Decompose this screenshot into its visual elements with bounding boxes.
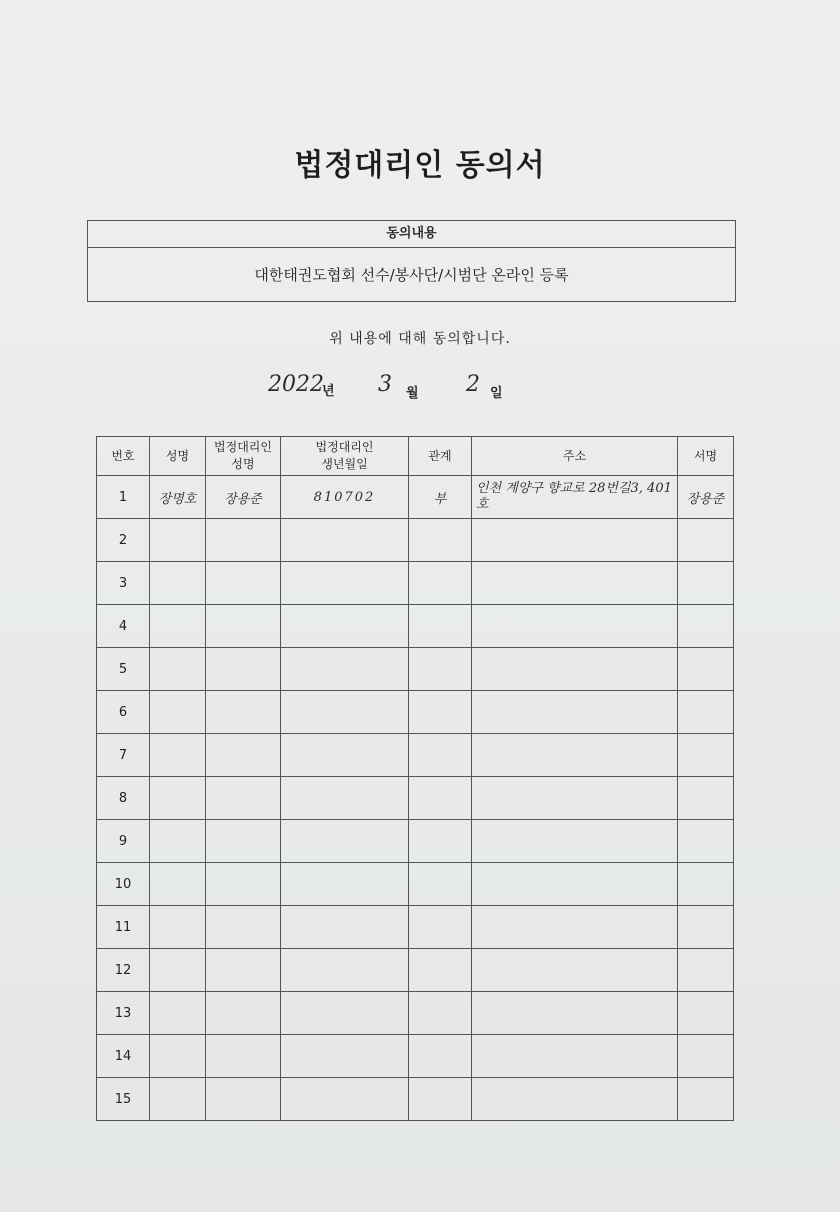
table-row (97, 519, 734, 562)
cell-name (150, 949, 206, 992)
table-row (97, 562, 734, 605)
cell-address (472, 648, 678, 691)
cell-name (150, 820, 206, 863)
cell-name: 장명호 (150, 476, 206, 519)
header-relation: 관계 (409, 437, 472, 476)
cell-name (150, 863, 206, 906)
header-guardian-name-line1: 법정대리인 (214, 440, 272, 454)
cell-no: 9 (97, 820, 150, 863)
cell-relation (409, 648, 472, 691)
cell-relation (409, 562, 472, 605)
table-row (97, 949, 734, 992)
cell-guardian-birth (281, 605, 409, 648)
cell-no: 2 (97, 519, 150, 562)
cell-relation (409, 734, 472, 777)
cell-name (150, 648, 206, 691)
cell-no: 5 (97, 648, 150, 691)
registration-table (96, 436, 734, 1121)
cell-no: 8 (97, 777, 150, 820)
cell-guardian-birth (281, 519, 409, 562)
cell-guardian-birth (281, 734, 409, 777)
cell-guardian-name (206, 691, 281, 734)
cell-address (472, 519, 678, 562)
cell-name (150, 906, 206, 949)
cell-no: 10 (97, 863, 150, 906)
cell-guardian-name (206, 906, 281, 949)
cell-signature (678, 863, 734, 906)
cell-signature: 장용준 (678, 476, 734, 519)
cell-no: 15 (97, 1078, 150, 1121)
table-row (97, 648, 734, 691)
cell-signature (678, 1035, 734, 1078)
cell-address: 인천 계양구 향교로 28번길3, 401호 (472, 476, 678, 519)
table-row (97, 820, 734, 863)
cell-relation (409, 519, 472, 562)
header-signature: 서명 (678, 437, 734, 476)
cell-name (150, 777, 206, 820)
cell-no: 3 (97, 562, 150, 605)
cell-address (472, 1078, 678, 1121)
table-row (97, 1078, 734, 1121)
cell-signature (678, 734, 734, 777)
date-line (0, 370, 840, 410)
cell-address (472, 906, 678, 949)
cell-address (472, 820, 678, 863)
cell-relation (409, 949, 472, 992)
cell-guardian-name (206, 820, 281, 863)
cell-no: 7 (97, 734, 150, 777)
cell-signature (678, 691, 734, 734)
cell-name (150, 519, 206, 562)
cell-relation: 부 (409, 476, 472, 519)
date-month-unit: 월 (406, 386, 419, 401)
cell-guardian-birth (281, 691, 409, 734)
header-guardian-name (206, 437, 281, 476)
cell-no: 1 (97, 476, 150, 519)
cell-guardian-name (206, 734, 281, 777)
cell-guardian-birth (281, 863, 409, 906)
cell-guardian-birth (281, 562, 409, 605)
cell-guardian-name: 장용준 (206, 476, 281, 519)
cell-guardian-name (206, 1035, 281, 1078)
cell-address (472, 1035, 678, 1078)
cell-relation (409, 1035, 472, 1078)
cell-no: 6 (97, 691, 150, 734)
cell-guardian-birth (281, 992, 409, 1035)
header-guardian-birth-line1: 법정대리인 (315, 440, 374, 454)
cell-guardian-name (206, 949, 281, 992)
cell-signature (678, 562, 734, 605)
cell-guardian-name (206, 605, 281, 648)
cell-name (150, 691, 206, 734)
cell-guardian-birth: 810702 (281, 476, 409, 519)
cell-address (472, 691, 678, 734)
cell-signature (678, 949, 734, 992)
cell-relation (409, 863, 472, 906)
header-address: 주소 (472, 437, 678, 476)
cell-signature (678, 648, 734, 691)
cell-no: 14 (97, 1035, 150, 1078)
cell-guardian-birth (281, 648, 409, 691)
cell-relation (409, 1078, 472, 1121)
cell-address (472, 777, 678, 820)
date-year: 2022 (268, 372, 324, 397)
date-year-unit: 년 (322, 384, 335, 399)
cell-guardian-name (206, 992, 281, 1035)
date-day: 2 (466, 372, 480, 397)
table-row (97, 906, 734, 949)
cell-guardian-name (206, 562, 281, 605)
table-row (97, 863, 734, 906)
date-month: 3 (378, 372, 392, 397)
cell-no: 12 (97, 949, 150, 992)
cell-name (150, 562, 206, 605)
date-day-unit: 일 (490, 386, 503, 401)
cell-name (150, 1035, 206, 1078)
cell-address (472, 605, 678, 648)
cell-guardian-name (206, 863, 281, 906)
cell-address (472, 562, 678, 605)
cell-name (150, 734, 206, 777)
cell-relation (409, 820, 472, 863)
consent-header: 동의내용 (88, 221, 735, 248)
cell-no: 4 (97, 605, 150, 648)
cell-address (472, 863, 678, 906)
cell-guardian-name (206, 519, 281, 562)
cell-address (472, 949, 678, 992)
cell-signature (678, 992, 734, 1035)
cell-address (472, 734, 678, 777)
table-row (97, 1035, 734, 1078)
cell-name (150, 992, 206, 1035)
cell-guardian-birth (281, 906, 409, 949)
cell-guardian-birth (281, 949, 409, 992)
cell-name (150, 605, 206, 648)
table-row (97, 605, 734, 648)
cell-relation (409, 777, 472, 820)
consent-box (87, 220, 736, 302)
table-row (97, 777, 734, 820)
cell-relation (409, 691, 472, 734)
cell-signature (678, 820, 734, 863)
document-title: 법정대리인 동의서 (294, 148, 546, 183)
table-row (97, 476, 734, 519)
cell-signature (678, 1078, 734, 1121)
header-guardian-birth-line2: 생년월일 (321, 457, 368, 471)
cell-guardian-name (206, 777, 281, 820)
cell-guardian-birth (281, 820, 409, 863)
cell-guardian-birth (281, 777, 409, 820)
cell-guardian-name (206, 648, 281, 691)
table-row (97, 734, 734, 777)
cell-guardian-name (206, 1078, 281, 1121)
header-guardian-name-line2: 성명 (231, 457, 255, 471)
cell-guardian-birth (281, 1035, 409, 1078)
cell-no: 13 (97, 992, 150, 1035)
cell-relation (409, 906, 472, 949)
header-no: 번호 (97, 437, 150, 476)
cell-signature (678, 777, 734, 820)
consent-body: 대한태권도협회 선수/봉사단/시범단 온라인 등록 (254, 266, 569, 284)
cell-signature (678, 519, 734, 562)
cell-signature (678, 906, 734, 949)
cell-no: 11 (97, 906, 150, 949)
header-guardian-birth (281, 437, 409, 476)
table-row (97, 691, 734, 734)
table-header-row (97, 437, 734, 476)
agree-statement: 위 내용에 대해 동의합니다. (329, 331, 511, 347)
cell-name (150, 1078, 206, 1121)
table-row (97, 992, 734, 1035)
cell-guardian-birth (281, 1078, 409, 1121)
header-name: 성명 (150, 437, 206, 476)
cell-address (472, 992, 678, 1035)
cell-relation (409, 992, 472, 1035)
cell-relation (409, 605, 472, 648)
cell-signature (678, 605, 734, 648)
